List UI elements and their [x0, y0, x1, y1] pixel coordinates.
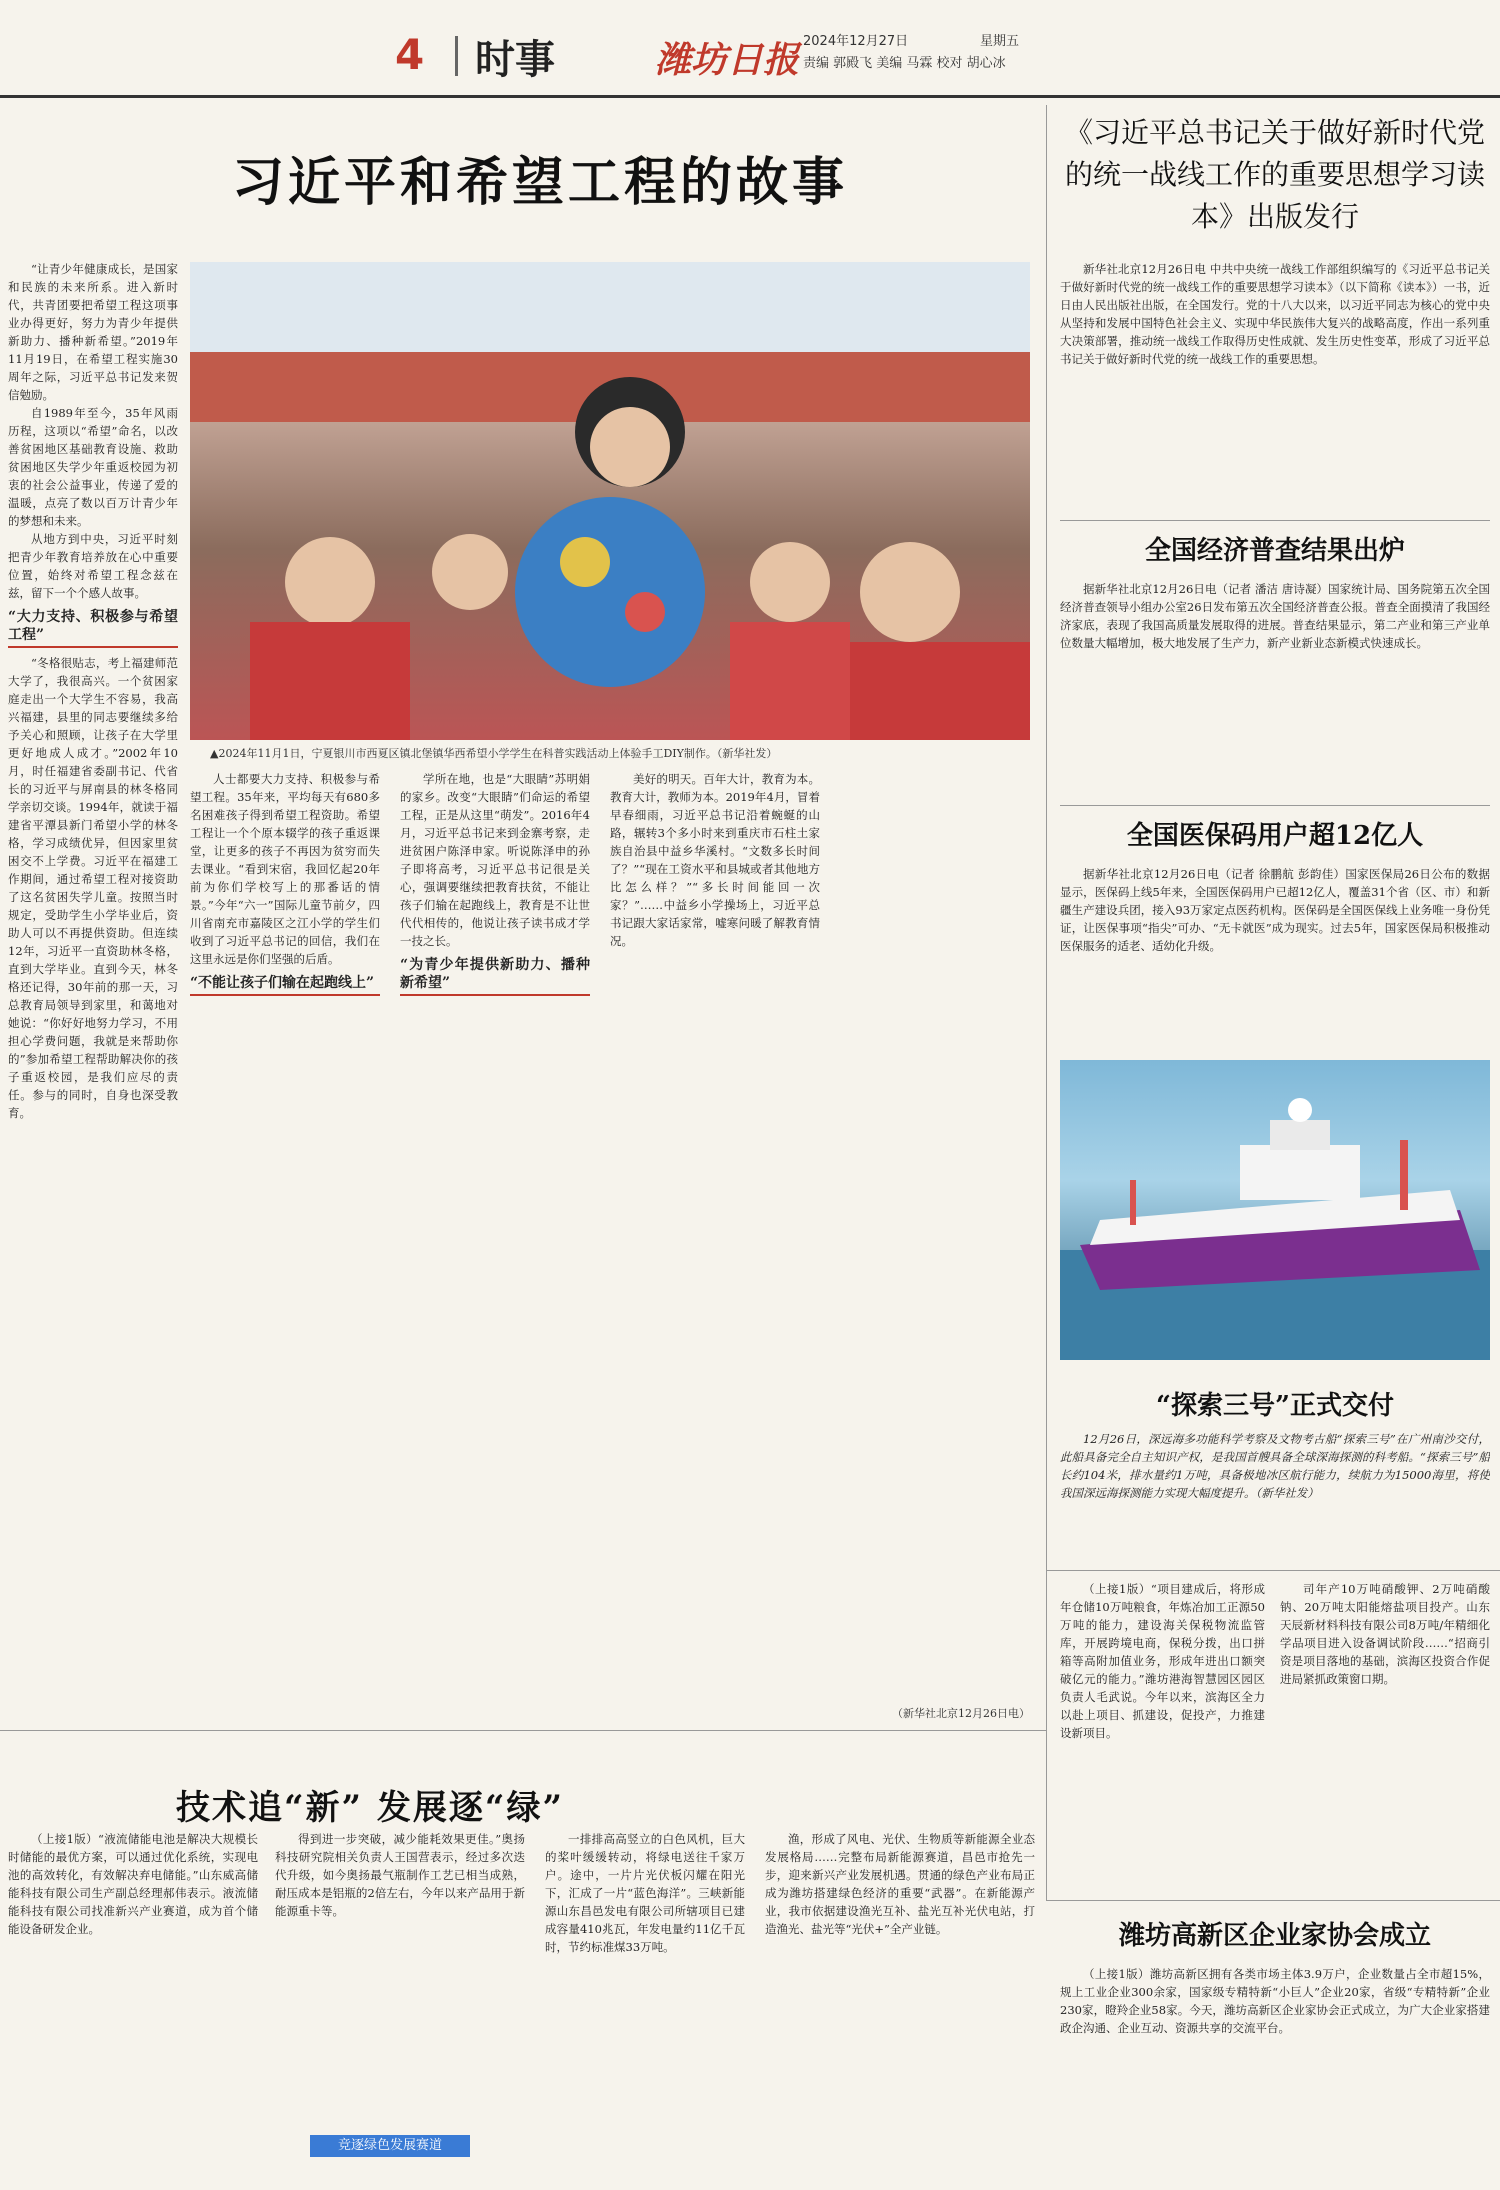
right-story-1 [1060, 260, 1490, 510]
bottom-column-4 [765, 1830, 1035, 2185]
body-paragraph: 美好的明天。百年大计，教育为本。教育大计，教师为本。2019年4月，冒着早春细雨，习近平总书记沿着蜿蜒的山路，辗转3个多小时来到重庆市石柱土家族自治县中益乡华溪村。“文数多长时间了？”“现在工资水平和县城或者其他地方比怎么样？”“多长时间能回一次家？”……中益乡小学操场上，习近平总书记跟大家话家常，嘘寒问暖了解教育情况。 [610, 772, 820, 948]
newspaper-logo: 潍坊日报 [655, 39, 800, 81]
right-story-5-col-b [1280, 1580, 1490, 1890]
section-title: 时事 [475, 37, 555, 83]
header-rule [0, 95, 1500, 98]
right-story-3 [1060, 865, 1490, 1050]
bottom-right-headline: 潍坊高新区企业家协会成立 [1118, 1921, 1431, 1951]
main-byline: （新华社北京12月26日电） [892, 1707, 1030, 1720]
body-paragraph: 新华社北京12月26日电 中共中央统一战线工作部组织编写的《习近平总书记关于做好新时代党的统一战线工作的重要思想学习读本》（以下简称《读本》）一书，近日由人民出版社出版，在全国发行。党的十八大以来，以习近平同志为核心的党中央从坚持和发展中国特色社会主义、实现中华民族伟大复兴的战略高度，作出一系列重大决策部署，推动统一战线工作取得历史性成就、发生历史性变革，形成了习近平总书记关于做好新时代党的统一战线工作的重要思想。 [1060, 262, 1490, 366]
editor-credits: 责编 郭殿飞 美编 马霖 校对 胡心冰 [803, 56, 1006, 71]
intro-paragraph-2: 自1989年至今，35年风雨历程，这项以“希望”命名，以改善贫困地区基础教育设施、救助贫困地区失学少年重返校园为初衷的社会公益事业，传递了爱的温暖，点亮了数以百万计青少年的梦想和未来。 [8, 406, 178, 528]
body-paragraph: 12月26日，深远海多功能科学考察及文物考古船“探索三号”在广州南沙交付，此船具备完全自主知识产权，是我国首艘具备全球深海探测的科考船。“探索三号”船长约104米，排水量约1万吨，具备极地冰区航行能力，续航力为15000海里，将使我国深远海探测能力实现大幅度提升。（新华社发） [1060, 1432, 1490, 1500]
right-headline-3: 全国医保码用户超12亿人 [1126, 821, 1424, 851]
story-divider [1046, 1900, 1500, 1901]
photo-caption: ▲2024年11月1日，宁夏银川市西夏区镇北堡镇华西希望小学学生在科普实践活动上体验手工DIY制作。（新华社发） [210, 747, 778, 760]
body-paragraph: 学所在地，也是“大眼睛”苏明娟的家乡。改变“大眼睛”们命运的希望工程，正是从这里“萌发”。2016年4月，习近平总书记来到金寨考察，走进贫困户陈泽申家。听说陈泽申的孙子即将高考，习近平总书记很是关心，强调要继续把教育扶贫，不能让孩子们输在起跑线上，教育是不让世代代相传的，他说让孩子读书成才学一技之长。 [400, 772, 590, 948]
bottom-column-2 [275, 1830, 525, 2130]
story-divider [0, 1730, 1046, 1731]
body-paragraph: 司年产10万吨硝酸钾、2万吨硝酸钠、20万吨太阳能熔盐项目投产。山东天辰新材料科技有限公司8万吨/年精细化学品项目进入设备调试阶段……“招商引资是项目落地的基础，滨海区投资合作促进局紧抓政策窗口期。 [1280, 1582, 1490, 1686]
body-paragraph: 人士都要大力支持、积极参与希望工程。35年来，平均每天有680多名困难孩子得到希望工程资助。希望工程让一个个原本辍学的孩子重返课堂，让更多的孩子不再因为贫穷而失去课业。“看到宋宿，我回忆起20年前为你们学校写上的那番话的情景。”今年“六一”国际儿童节前夕，四川省南充市嘉陵区之江小学的学生们收到了习近平总书记的回信，我们在这里永远是你们坚强的后盾。 [190, 772, 380, 966]
page-number: 4 [395, 30, 425, 79]
story-divider [1046, 1570, 1500, 1571]
body-paragraph: “冬格很贴志，考上福建师范大学了，我很高兴。一个贫困家庭走出一个大学生不容易，我高兴福建，县里的同志要继续多给予关心和照顾，让孩子在大学里更好地成人成才。”2002年10月，时任福建省委副书记、代省长的习近平与屏南县的林冬格同学亲切交谈。1994年，就读于福建省平潭县新门希望小学的林冬格，学习成绩优异，但因家里贫困交不上学费。习近平在福建工作期间，通过希望工程对接资助了这名贫困失学儿童。按照当时规定，受助学生小学毕业后，资助人可以不再提供资助。但连续12年，习近平一直资助林冬格，直到大学毕业。直到今天，林冬格还记得，30年前的那一天，习总教育局领导到家里，和蔼地对她说：“你好好地努力学习，不用担心学费问题，我就是来帮助你的”参加希望工程帮助解决你的孩子重返校园，是我们应尽的责任。参与的同时，自身也深受教育。 [8, 656, 178, 1120]
body-paragraph: 一排排高高竖立的白色风机，巨大的桨叶缓缓转动，将绿电送往千家万户。途中，一片片光伏板闪耀在阳光下，汇成了一片“蓝色海洋”。三峡新能源山东昌邑发电有限公司所辖项目已建成容量410兆瓦，年发电量约11亿千瓦时，节约标准煤33万吨。 [545, 1832, 745, 1954]
body-paragraph: （上接1版）“项目建成后，将形成年仓储10万吨粮食，年炼冶加工正源50万吨的能力，建设海关保税物流监管库，开展跨境电商，保税分拨，出口拼箱等高附加值业务，形成年进出口额突破亿元的能力。”潍坊港海智慧园区园区负责人毛武说。今年以来，滨海区全力以赴上项目、抓建设，促投产，力推建设新项目。 [1060, 1582, 1265, 1740]
intro-paragraph: “让青少年健康成长，是国家和民族的未来所系。进入新时代，共青团要把希望工程这项事业办得更好，努力为青少年提供新助力、播种新希望。”2019年11月19日，在希望工程实施30周年之际，习近平总书记发来贺信勉励。 [8, 262, 178, 402]
right-story-5-col-a [1060, 1580, 1265, 1890]
column-divider [1046, 105, 1047, 1900]
main-column-2 [190, 770, 380, 1700]
issue-weekday: 星期五 [980, 34, 1020, 49]
body-paragraph: 据新华社北京12月26日电（记者 徐鹏航 彭韵佳）国家医保局26日公布的数据显示，医保码上线5年来，全国医保码用户已超12亿人，覆盖31个省（区、市）和新疆生产建设兵团，接入93万家定点医药机构。医保码是全国医保线上业务唯一身份凭证，让医保事项“指尖”可办、“无卡就医”成为现实。过去5年，国家医保局积极推动医保服务的适老、适幼化升级。 [1060, 867, 1490, 953]
body-paragraph: （上接1版）潍坊高新区拥有各类市场主体3.9万户，企业数量占全市超15%，规上工业企业300余家，国家级专精特新“小巨人”企业20家，省级“专精特新”企业230家，瞪羚企业58家。今天，潍坊高新区企业家协会正式成立，为广大企业家搭建政企沟通、企业互动、资源共享的交流平台。 [1060, 1967, 1490, 2035]
research-ship-illustration [1060, 1060, 1490, 1360]
bottom-right-story [1060, 1965, 1490, 2185]
body-paragraph: 得到进一步突破，减少能耗效果更佳。”奥扬科技研究院相关负责人王国营表示，经过多次迭代升级，如今奥扬最气瓶制作工艺已相当成熟，耐压成本是铝瓶的2倍左右，今年以来产品用于新能源重卡等。 [275, 1832, 525, 1918]
subheading-3: “为青少年提供新助力、播种新希望” [400, 956, 590, 996]
right-headline-1: 《习近平总书记关于做好新时代党的统一战线工作的重要思想学习读本》出版发行 [1064, 116, 1485, 233]
right-headline-2: 全国经济普查结果出炉 [1144, 536, 1405, 566]
main-column-3 [400, 770, 590, 1700]
issue-date: 2024年12月27日 [803, 34, 909, 49]
story-divider [1060, 520, 1490, 521]
bottom-column-3 [545, 1830, 745, 2185]
main-column-1 [8, 260, 178, 1700]
children-photo-illustration [190, 262, 1030, 740]
body-paragraph: （上接1版）“液流储能电池是解决大规模长时储能的最优方案，可以通过优化系统，实现电池的高效转化，有效解决弃电储能。”山东威高储能科技有限公司生产副总经理郝伟表示。液流储能科技有限公司找准新兴产业赛道，成为首个储能设备研发企业。 [8, 1832, 258, 1936]
story-divider [1060, 805, 1490, 806]
section-tag: 竞逐绿色发展赛道 [310, 2135, 470, 2157]
main-column-4 [610, 770, 820, 1700]
body-paragraph: 渔，形成了风电、光伏、生物质等新能源全业态发展格局……完整布局新能源赛道，昌邑市抢先一步，迎来新兴产业发展机遇。贯通的绿色产业布局正成为潍坊搭建绿色经济的重要“武器”。在新能源产业，我市依据建设渔光互补、盐光互补光伏电站，打造渔光、盐光等“光伏+”全产业链。 [765, 1832, 1035, 1936]
right-story-4 [1060, 1430, 1490, 1560]
ship-photo [1060, 1060, 1490, 1360]
bottom-column-1 [8, 1830, 258, 2185]
subheading-1: “大力支持、积极参与希望工程” [8, 608, 178, 648]
right-headline-4: “探索三号”正式交付 [1156, 1391, 1394, 1421]
body-paragraph: 据新华社北京12月26日电（记者 潘洁 唐诗凝）国家统计局、国务院第五次全国经济普查领导小组办公室26日发布第五次全国经济普查公报。普查全面摸清了我国经济家底，表现了我国高质量发展取得的进展。普查结果显示，第二产业和第三产业单位数量大幅增加，极大地发展了生产力，新产业新业态新模式快速成长。 [1060, 582, 1490, 650]
header-separator [455, 36, 458, 76]
main-photo [190, 262, 1030, 740]
main-headline: 习近平和希望工程的故事 [231, 152, 848, 213]
bottom-headline: 技术追“新” 发展逐“绿” [175, 1788, 565, 1828]
intro-paragraph-3: 从地方到中央，习近平时刻把青少年教育培养放在心中重要位置，始终对希望工程念兹在兹，留下一个个感人故事。 [8, 532, 178, 600]
subheading-2: “不能让孩子们输在起跑线上” [190, 974, 380, 996]
right-story-2 [1060, 580, 1490, 800]
